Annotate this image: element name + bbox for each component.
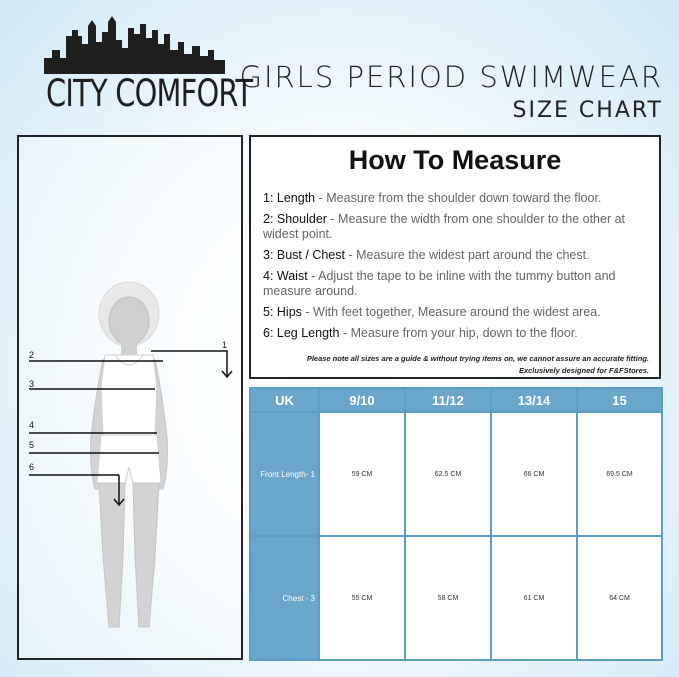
figure-label-1: 1	[222, 340, 228, 350]
table-cell: 58 CM	[405, 536, 491, 660]
column-header: 13/14	[491, 388, 577, 412]
table-cell: 64 CM	[577, 536, 662, 660]
table-cell: 55 CM	[319, 536, 405, 660]
page-title: GIRLS PERIOD SWIMWEAR	[239, 60, 663, 94]
table-cell: 66 CM	[491, 412, 577, 536]
figure-label-5: 5	[29, 440, 35, 450]
row-header: Chest - 3	[250, 536, 319, 660]
figure-panel	[17, 135, 243, 660]
table-cell: 59 CM	[319, 412, 405, 536]
row-header: Front Length- 1	[250, 412, 319, 536]
fitting-note	[307, 353, 649, 377]
measure-instructions	[263, 191, 655, 347]
measure-item: 2: Shoulder - Measure the width from one shoulder to the other at widest point.	[263, 212, 626, 241]
page-subtitle: SIZE CHART	[512, 98, 663, 123]
size-table	[249, 387, 663, 661]
table-row	[250, 536, 662, 660]
figure-label-4: 4	[29, 420, 35, 430]
table-header-row	[250, 388, 662, 412]
figure-label-6: 6	[29, 462, 35, 472]
column-header: 9/10	[319, 388, 405, 412]
child-figure-diagram	[19, 137, 241, 658]
column-header: 11/12	[405, 388, 491, 412]
measure-item: 3: Bust / Chest - Measure the widest part around the chest.	[263, 248, 590, 262]
table-cell: 61 CM	[491, 536, 577, 660]
how-to-measure-panel	[249, 135, 661, 379]
table-cell: 62.5 CM	[405, 412, 491, 536]
how-to-measure-title: How To Measure	[348, 145, 562, 175]
brand-name: CITY COMFORT	[46, 72, 253, 115]
city-skyline-icon	[42, 14, 227, 74]
table-cell: 69.5 CM	[577, 412, 662, 536]
table-row	[250, 412, 662, 536]
figure-label-2: 2	[29, 350, 35, 360]
fitting-note-line-2: Exclusively designed for F&FStores.	[518, 366, 649, 375]
fitting-note-line-1: Please note all sizes are a guide & without trying items on, we cannot assure an accurate fitting.	[306, 354, 649, 363]
brand-logo	[42, 14, 253, 115]
measure-item: 6: Leg Length - Measure from your hip, down to the floor.	[263, 326, 578, 340]
measure-item: 1: Length - Measure from the shoulder down toward the floor.	[263, 191, 602, 205]
column-header: UK	[250, 388, 319, 412]
figure-label-3: 3	[29, 379, 35, 389]
column-header: 15	[577, 388, 662, 412]
measure-item: 4: Waist - Adjust the tape to be inline with the tummy button and measure around.	[263, 269, 616, 298]
measure-item: 5: Hips - With feet together, Measure around the widest area.	[263, 305, 601, 319]
